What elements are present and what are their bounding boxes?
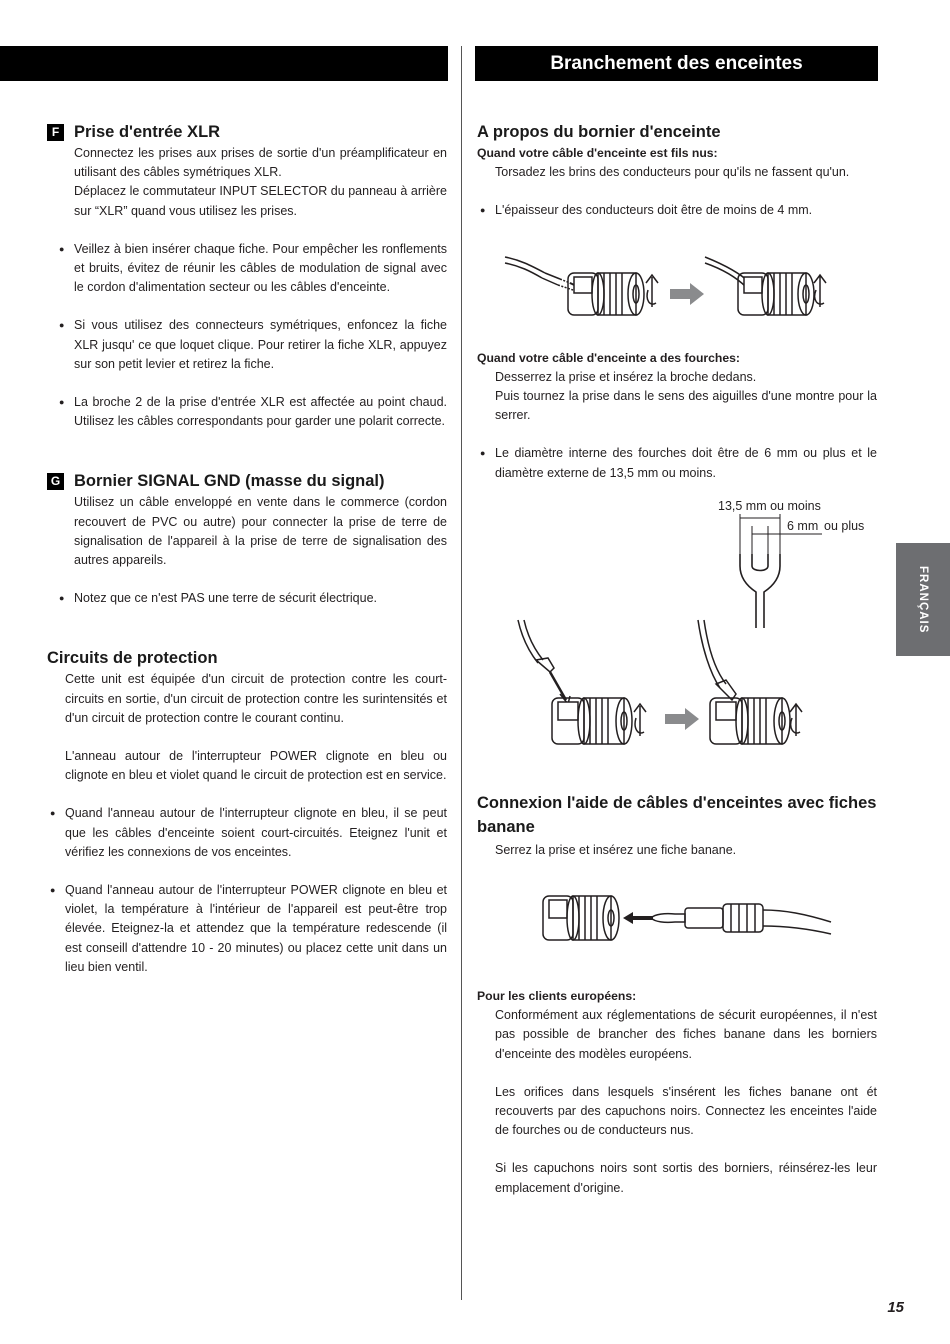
- fork-bullet: ● Le diamètre interne des fourches doit être de 6 mm ou plus et le diamètre externe de 13,5 mm ou moins.: [477, 444, 877, 482]
- protection-paragraph-1: Cette unit est équipée d'un circuit de protection contre les court-circuits en sortie, d'un circuit de protection contre les surintensités et d'un circuit de protection contre le courant continu.: [65, 672, 447, 725]
- xlr-bullet-2: ● Si vous utilisez des connecteurs symétriques, enfoncez la fiche XLR jusqu' ce que loquet clique. Pour retirer la fiche XLR, appuyez sur son petit levier et retirez la fiche.: [47, 316, 447, 374]
- eu-paragraph-1: Conformément aux réglementations de sécurit européennes, il n'est pas possible de brancher des fiches banane dans les borniers d'enceinte des modèles européens.: [495, 1008, 877, 1061]
- gnd-title: Bornier SIGNAL GND (masse du signal): [74, 472, 385, 491]
- dim-inner-suffix: ou plus: [824, 519, 865, 533]
- dim-outer-label: 13,5 mm ou moins: [718, 499, 821, 513]
- bare-wire-subheading: Quand votre câble d'enceinte est fils nus:: [477, 146, 718, 160]
- banane-paragraph: Serrez la prise et insérez une fiche banane.: [495, 842, 737, 857]
- eu-subheading: Pour les clients européens:: [477, 989, 637, 1004]
- xlr-bullet-3: ● La broche 2 de la prise d'entrée XLR est affectée au point chaud. Utilisez les câbles correspondants pour garder une polarit correcte.: [47, 393, 447, 431]
- section-letter-f: F: [47, 124, 64, 141]
- language-label: FRANÇAIS: [917, 565, 929, 634]
- bare-wire-illustration: [500, 245, 845, 325]
- eu-paragraph-3: Si les capuchons noirs sont sortis des borniers, réinsérez-les leur emplacement d'origine.: [495, 1161, 877, 1195]
- section-letter-g: G: [47, 473, 64, 490]
- protection-bullet-2: ● Quand l'anneau autour de l'interrupteur POWER clignote en bleu et violet, la température à l'intérieur de l'appareil est peut-être trop élevée. Eteignez-la et attendez que la température redescende (il est conseill d'attendre 10 - 20 minutes) ou placez cette unit dans un lieu bien ventil.: [47, 881, 447, 977]
- xlr-paragraph-1: Connectez les prises aux prises de sortie d'un préamplificateur en utilisant des câbles symétriques XLR.: [74, 146, 447, 180]
- xlr-title: Prise d'entrée XLR: [74, 123, 221, 141]
- bare-wire-bullet: ● L'épaisseur des conducteurs doit être de moins de 4 mm.: [477, 201, 877, 220]
- protection-bullet-1: ● Quand l'anneau autour de l'interrupteur clignote en bleu, il se peut que les câbles d'enceinte soient court-circuités. Eteignez l'unit et vérifiez les connexions de vos enceintes.: [47, 804, 447, 862]
- bornier-heading: A propos du bornier d'enceinte: [477, 123, 721, 141]
- banane-heading: Connexion l'aide de câbles d'enceintes avec fiches banane: [477, 793, 877, 836]
- section-header: [475, 46, 878, 81]
- gnd-heading: [47, 469, 447, 493]
- column-divider: [461, 46, 462, 1300]
- fork-paragraph-2: Puis tournez la prise dans le sens des aiguilles d'une montre pour la serrer.: [495, 389, 877, 423]
- gnd-paragraph: Utilisez un câble enveloppé en vente dans le commerce (cordon recouvert de PVC ou autre) pour connecter la prise de terre de signalisation de l'appareil à la prise de terre de signalisation des autres appareils.: [74, 495, 447, 568]
- language-side-tab: [896, 543, 950, 656]
- dim-inner-value: 6 mm: [787, 519, 819, 533]
- fork-paragraph-1: Desserrez la prise et insérez la broche dedans.: [495, 369, 757, 384]
- xlr-heading: [47, 120, 447, 144]
- left-column: [47, 120, 447, 977]
- eu-paragraph-2: Les orifices dans lesquels s'insérent les fiches banane ont ét recouverts par des capuchons noirs. Connectez les enceintes l'aide de fourches ou de conducteurs nus.: [495, 1084, 877, 1138]
- banana-plug-illustration: [535, 888, 835, 948]
- protection-heading: Circuits de protection: [47, 649, 218, 668]
- page-number: 15: [887, 1299, 904, 1316]
- gnd-bullet: ● Notez que ce n'est PAS une terre de sécurit électrique.: [47, 589, 447, 608]
- xlr-bullet-1: ● Veillez à bien insérer chaque fiche. Pour empêcher les ronflements et bruits, évitez de réunir les câbles de modulation de signal avec le cordon d'alimentation secteur ou les câbles d'enceinte.: [47, 240, 447, 298]
- xlr-paragraph-2: Déplacez le commutateur INPUT SELECTOR du panneau à arrière sur “XLR” quand vous utilisez les prises.: [74, 184, 447, 218]
- protection-paragraph-2: L'anneau autour de l'interrupteur POWER clignote en bleu ou clignote en bleu et violet quand le circuit de protection est en service.: [65, 749, 447, 783]
- fork-dimension-illustration: [700, 496, 890, 631]
- bare-wire-paragraph: Torsadez les brins des conducteurs pour qu'ils ne fassent qu'un.: [495, 165, 850, 180]
- fork-connection-illustration: [510, 618, 810, 753]
- section-title: Branchement des enceintes: [550, 52, 803, 74]
- header-bar-left: [0, 46, 448, 81]
- fork-subheading: Quand votre câble d'enceinte a des fourches:: [477, 350, 740, 365]
